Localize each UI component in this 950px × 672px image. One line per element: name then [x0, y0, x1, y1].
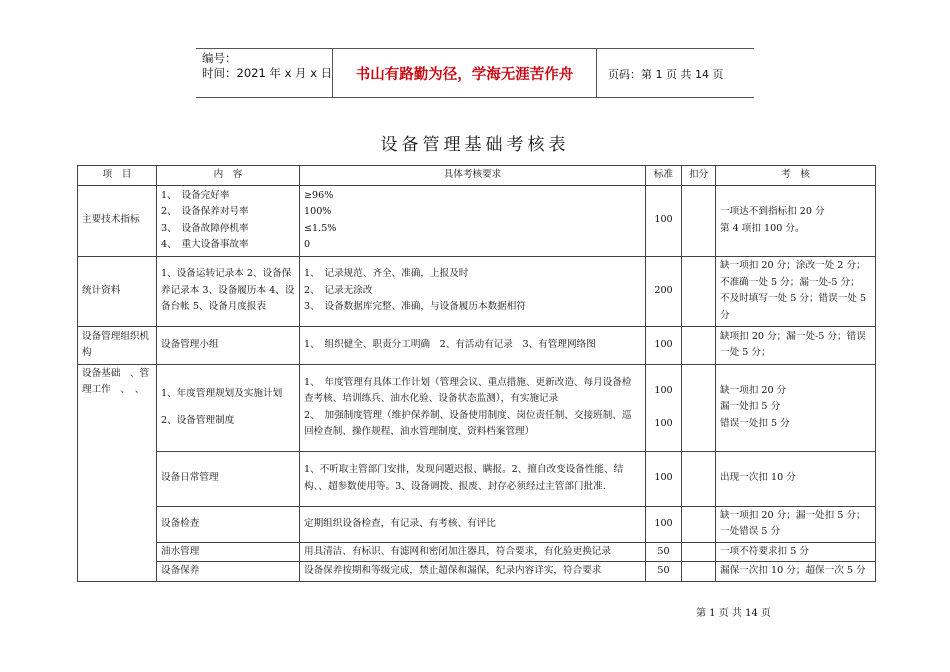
- col-header-item: 项 目: [78, 166, 157, 186]
- table-row: [78, 185, 876, 256]
- deduct-cell: [682, 185, 716, 256]
- assessment-line: 不准确一处 5 分；漏一处-5 分；: [720, 276, 860, 288]
- requirement-line: 3、 设备数据库完整、准确，与设备履历本数据相符: [304, 301, 526, 313]
- requirement-line: 1、 年度管理有具体工作计划（管理会议、重点措施、更新改造、每月设备检查考核、培训练兵、油水化验、设备状态监测），有实施记录: [304, 376, 632, 404]
- content-line: 4、 重大设备事故率: [161, 239, 249, 250]
- assessment-line: 错误一处扣 5 分: [720, 417, 790, 429]
- requirement-line: 2、 记录无涂改: [304, 284, 373, 296]
- col-header-assessment: 考 核: [716, 166, 876, 186]
- table-row: [78, 451, 876, 506]
- standard-cell: 100: [646, 506, 682, 542]
- table-row: [78, 506, 876, 542]
- page-footer: 第 1 页 共 14 页: [696, 608, 771, 619]
- assessment-line: 漏一处扣 5 分: [720, 401, 781, 413]
- col-header-requirement: 具体考核要求: [300, 166, 646, 186]
- standard-value: 100: [654, 385, 673, 396]
- standard-cell: 100: [646, 326, 682, 364]
- table-row: [78, 364, 876, 451]
- standard-cell: 200: [646, 256, 682, 326]
- assessment-cell: 一项不符要求扣 5 分: [716, 542, 876, 562]
- deduct-cell: [682, 256, 716, 326]
- content-cell: [157, 185, 300, 256]
- assessment-cell: [716, 364, 876, 451]
- standard-cell: 100: [646, 185, 682, 256]
- document-header: [196, 48, 754, 98]
- assessment-line: 缺一项扣 20 分；漏一处扣 5 分；: [720, 509, 866, 521]
- requirement-cell: 用具清洁、有标识、有滤网和密闭加注器具，符合要求，有化验更换记录: [300, 542, 646, 562]
- assessment-line: 缺项扣 20 分；漏一处-5 分；错误: [720, 330, 866, 342]
- content-cell: 设备检查: [157, 506, 300, 542]
- content-cell: 油水管理: [157, 542, 300, 562]
- requirement-line: ≥96%: [304, 189, 334, 201]
- requirement-cell: [300, 185, 646, 256]
- assessment-line: 缺一项扣 20 分: [720, 384, 787, 396]
- table-header-row: [78, 166, 876, 186]
- requirement-line: 0: [304, 239, 311, 250]
- requirement-line: ≤1.5%: [304, 222, 337, 234]
- deduct-cell: [682, 326, 716, 364]
- assessment-line: 分: [720, 309, 730, 321]
- assessment-line: 缺一项扣 20 分；涂改一处 2 分；: [720, 260, 866, 271]
- content-line: 2、 设备保养对号率: [161, 206, 249, 217]
- assessment-cell: 出现一次扣 10 分: [716, 451, 876, 506]
- assessment-cell: [716, 326, 876, 364]
- motto: 书山有路勤为径，学海无涯苦作舟: [332, 49, 597, 97]
- content-cell: 1、设备运转记录本 2、设备保养记录本 3、设备履历本 4、设备台帐 5、设备月度报表: [157, 256, 300, 326]
- assessment-line: 一项达不到指标扣 20 分: [720, 206, 825, 217]
- assessment-line: 一处 5 分；: [720, 347, 771, 358]
- requirement-cell: 1、 组织健全、职责分工明确 2、有活动有记录 3、有管理网络图: [300, 326, 646, 364]
- deduct-cell: [682, 542, 716, 562]
- requirement-line: 100%: [304, 206, 332, 217]
- requirement-cell: 定期组织设备检查，有记录、有考核、有评比: [300, 506, 646, 542]
- table-row: [78, 542, 876, 562]
- content-line: 2、设备管理制度: [161, 414, 235, 426]
- standard-cell: 100: [646, 451, 682, 506]
- item-cell: 设备管理组织机构: [78, 326, 157, 364]
- page-title: 设备管理基础考核表: [380, 135, 570, 155]
- standard-cell: 50: [646, 542, 682, 562]
- requirement-cell: 1、不听取主管部门安排，发现问题迟报、瞒报。2、擅自改变设备性能、结构、、超参数使用等。3、设备调拨、报废、封存必须经过主管部门批准.: [300, 451, 646, 506]
- requirement-line: 2、 加强制度管理（维护保养制、设备使用制度、岗位责任制、交接班制、巡回检查制、操作规程、油水管理制度、资料档案管理）: [304, 409, 632, 437]
- number-label: 编号：: [202, 51, 237, 65]
- item-cell: 设备基础 、管理工作 、 、: [78, 364, 157, 581]
- table-row: [78, 256, 876, 326]
- content-line: 1、年度管理规划及实施计划: [161, 388, 283, 399]
- content-cell: 设备日常管理: [157, 451, 300, 506]
- page-label: 页码：第 1 页 共 14 页: [608, 68, 724, 81]
- content-cell: [157, 364, 300, 451]
- assessment-cell: [716, 506, 876, 542]
- item-cell: 统计资料: [78, 256, 157, 326]
- time-label: 时间：2021 年 x 月 x 日: [202, 66, 333, 80]
- table-row: [78, 562, 876, 582]
- assessment-line: 一处错误 5 分: [720, 526, 781, 537]
- assessment-line: 不及时填写一处 5 分；错误一处 5: [720, 293, 867, 304]
- assessment-line: 第 4 项扣 100 分。: [720, 222, 805, 234]
- standard-cell: 50: [646, 562, 682, 582]
- assessment-table: [77, 165, 876, 582]
- content-line: 1、 设备完好率: [161, 189, 230, 201]
- deduct-cell: [682, 451, 716, 506]
- requirement-cell: [300, 256, 646, 326]
- table-row: [78, 326, 876, 364]
- standard-value: 100: [654, 417, 673, 429]
- deduct-cell: [682, 562, 716, 582]
- col-header-standard: 标准: [646, 166, 682, 186]
- content-cell: 设备保养: [157, 562, 300, 582]
- standard-cell: [646, 364, 682, 451]
- col-header-deduct: 扣分: [682, 166, 716, 186]
- item-cell: 主要技术指标: [78, 185, 157, 256]
- assessment-cell: [716, 256, 876, 326]
- deduct-cell: [682, 506, 716, 542]
- deduct-cell: [682, 364, 716, 451]
- col-header-content: 内 容: [157, 166, 300, 186]
- content-line: 3、 设备故障停机率: [161, 222, 249, 234]
- header-meta: [202, 51, 332, 81]
- requirement-line: 1、 记录规范、齐全、准确，上报及时: [304, 268, 469, 280]
- assessment-cell: [716, 185, 876, 256]
- requirement-cell: 设备保养按期和等级完成，禁止超保和漏保，纪录内容详实，符合要求: [300, 562, 646, 582]
- assessment-cell: 漏保一次扣 10 分；超保一次 5 分: [716, 562, 876, 582]
- requirement-cell: [300, 364, 646, 451]
- content-cell: 设备管理小组: [157, 326, 300, 364]
